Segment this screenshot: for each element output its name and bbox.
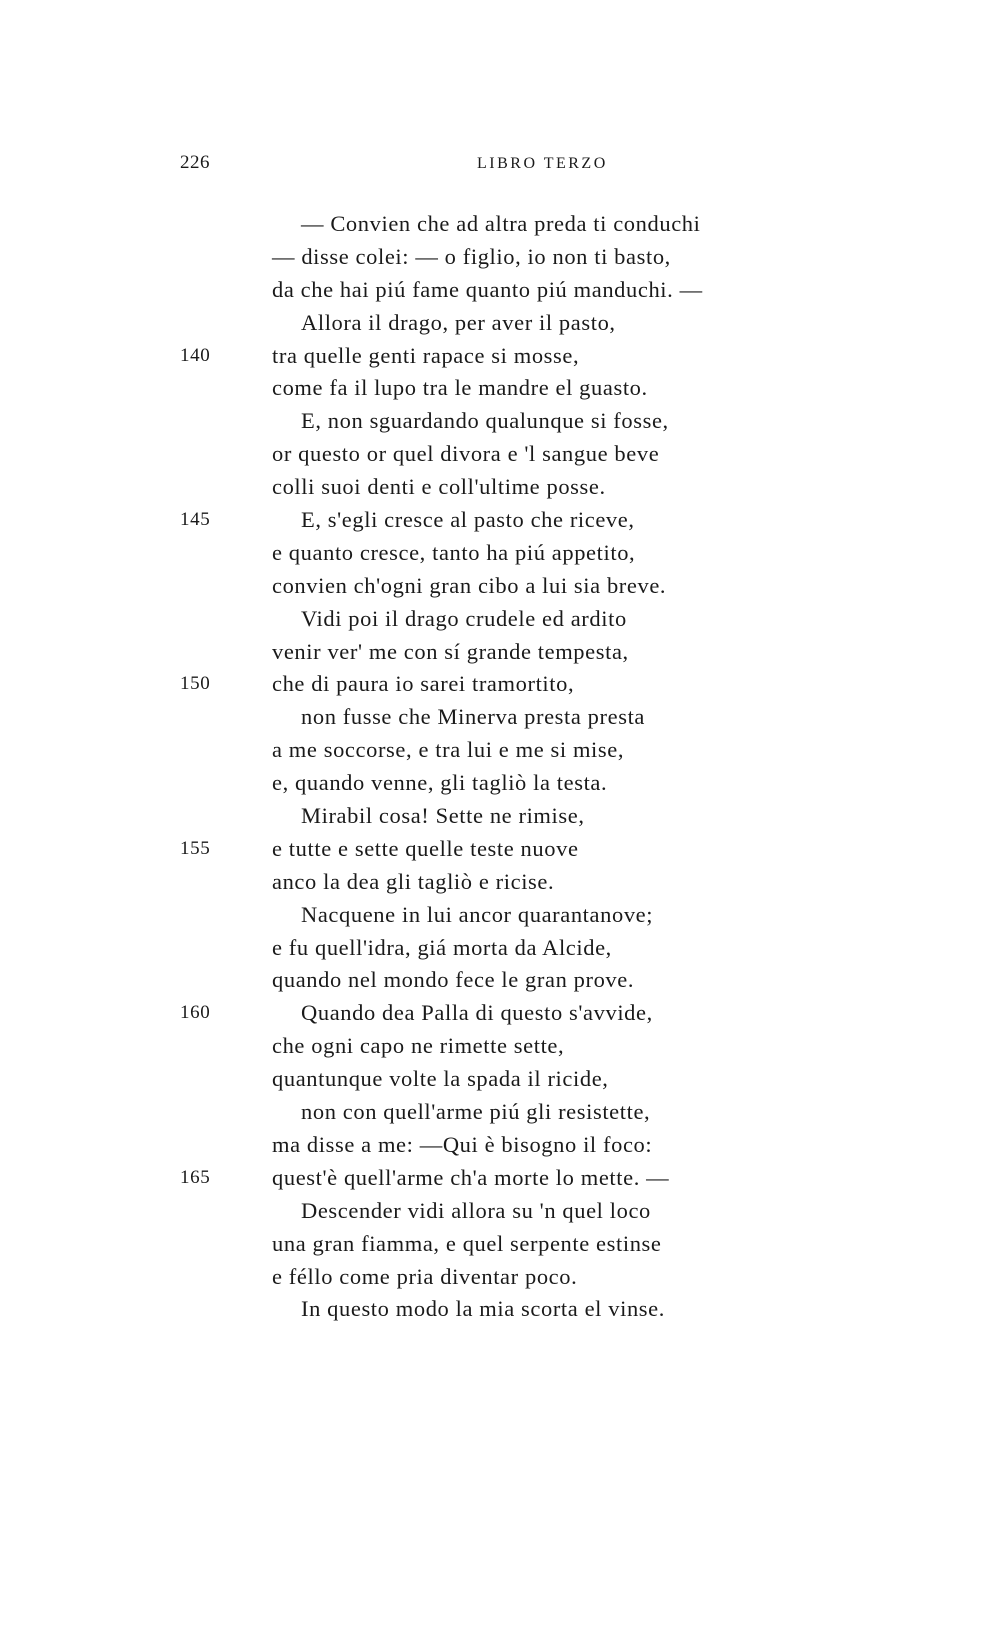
verse-text: colli suoi denti e coll'ultime posse. bbox=[272, 474, 606, 500]
verse-text: Mirabil cosa! Sette ne rimise, bbox=[301, 803, 585, 829]
line-number: 155 bbox=[180, 837, 211, 859]
verse-line bbox=[0, 603, 1008, 636]
verse-text: convien ch'ogni gran cibo a lui sia breve. bbox=[272, 572, 667, 598]
verse-line bbox=[0, 1030, 1008, 1063]
verse-line bbox=[0, 504, 1008, 537]
verse-text: Quando dea Palla di questo s'avvide, bbox=[301, 1000, 653, 1026]
verse-line bbox=[0, 636, 1008, 669]
verse-text: Nacquene in lui ancor quarantanove; bbox=[301, 901, 654, 927]
verse-line bbox=[0, 964, 1008, 997]
verse-line bbox=[0, 537, 1008, 570]
verse-line bbox=[0, 899, 1008, 932]
verse-text: e fu quell'idra, giá morta da Alcide, bbox=[272, 934, 612, 960]
verse-line bbox=[0, 208, 1008, 241]
line-number: 150 bbox=[180, 673, 211, 695]
verse-line bbox=[0, 438, 1008, 471]
verse-line bbox=[0, 997, 1008, 1030]
verse-line bbox=[0, 307, 1008, 340]
verse-text: e tutte e sette quelle teste nuove bbox=[272, 835, 579, 861]
verse-text: quantunque volte la spada il ricide, bbox=[272, 1066, 609, 1092]
verse-text: anco la dea gli tagliò e ricise. bbox=[272, 868, 555, 894]
verse-text: — Convien che ad altra preda ti conduchi bbox=[301, 211, 701, 236]
running-head: LIBRO TERZO bbox=[477, 155, 608, 172]
poem-text bbox=[0, 208, 1008, 1326]
verse-line bbox=[0, 1195, 1008, 1228]
verse-line bbox=[0, 866, 1008, 899]
verse-text: da che hai piú fame quanto piú manduchi. — bbox=[272, 276, 703, 302]
verse-line bbox=[0, 833, 1008, 866]
verse-line bbox=[0, 932, 1008, 965]
line-number: 165 bbox=[180, 1166, 211, 1188]
verse-text: ma disse a me: —Qui è bisogno il foco: bbox=[272, 1131, 653, 1157]
verse-text: — disse colei: — o figlio, io non ti basto, bbox=[272, 243, 671, 269]
verse-text: che ogni capo ne rimette sette, bbox=[272, 1033, 565, 1059]
verse-text: una gran fiamma, e quel serpente estinse bbox=[272, 1230, 662, 1256]
verse-text: non fusse che Minerva presta presta bbox=[301, 704, 646, 730]
verse-line bbox=[0, 1261, 1008, 1294]
verse-text: non con quell'arme piú gli resistette, bbox=[301, 1099, 651, 1125]
verse-line bbox=[0, 734, 1008, 767]
verse-line bbox=[0, 1228, 1008, 1261]
line-number: 145 bbox=[180, 509, 211, 531]
verse-text: che di paura io sarei tramortito, bbox=[272, 671, 575, 697]
verse-line bbox=[0, 1063, 1008, 1096]
verse-line bbox=[0, 274, 1008, 307]
verse-text: venir ver' me con sí grande tempesta, bbox=[272, 638, 629, 664]
verse-line bbox=[0, 340, 1008, 373]
verse-text: tra quelle genti rapace si mosse, bbox=[272, 342, 580, 368]
verse-text: or questo or quel divora e 'l sangue beve bbox=[272, 441, 660, 467]
verse-text: e quanto cresce, tanto ha piú appetito, bbox=[272, 539, 636, 565]
verse-text: Allora il drago, per aver il pasto, bbox=[301, 309, 616, 335]
verse-line bbox=[0, 570, 1008, 603]
verse-line bbox=[0, 1293, 1008, 1326]
verse-line bbox=[0, 668, 1008, 701]
verse-line bbox=[0, 800, 1008, 833]
verse-text: quando nel mondo fece le gran prove. bbox=[272, 967, 635, 993]
verse-text: come fa il lupo tra le mandre el guasto. bbox=[272, 375, 648, 401]
verse-text: Descender vidi allora su 'n quel loco bbox=[301, 1197, 651, 1223]
verse-line bbox=[0, 372, 1008, 405]
verse-line bbox=[0, 1162, 1008, 1195]
verse-text: Vidi poi il drago crudele ed ardito bbox=[301, 605, 627, 631]
verse-line bbox=[0, 471, 1008, 504]
verse-text: e féllo come pria diventar poco. bbox=[272, 1263, 578, 1289]
verse-line bbox=[0, 1096, 1008, 1129]
verse-line bbox=[0, 701, 1008, 734]
line-number: 160 bbox=[180, 1002, 211, 1024]
verse-line bbox=[0, 241, 1008, 274]
verse-text: E, s'egli cresce al pasto che riceve, bbox=[301, 507, 635, 533]
verse-text: quest'è quell'arme ch'a morte lo mette. — bbox=[272, 1164, 670, 1190]
verse-text: In questo modo la mia scorta el vinse. bbox=[301, 1296, 665, 1322]
page-number: 226 bbox=[180, 152, 210, 173]
verse-line bbox=[0, 405, 1008, 438]
line-number: 140 bbox=[180, 344, 211, 366]
verse-line bbox=[0, 767, 1008, 800]
verse-text: E, non sguardando qualunque si fosse, bbox=[301, 408, 669, 434]
verse-line bbox=[0, 1129, 1008, 1162]
verse-text: a me soccorse, e tra lui e me si mise, bbox=[272, 737, 625, 763]
verse-text: e, quando venne, gli tagliò la testa. bbox=[272, 770, 608, 796]
